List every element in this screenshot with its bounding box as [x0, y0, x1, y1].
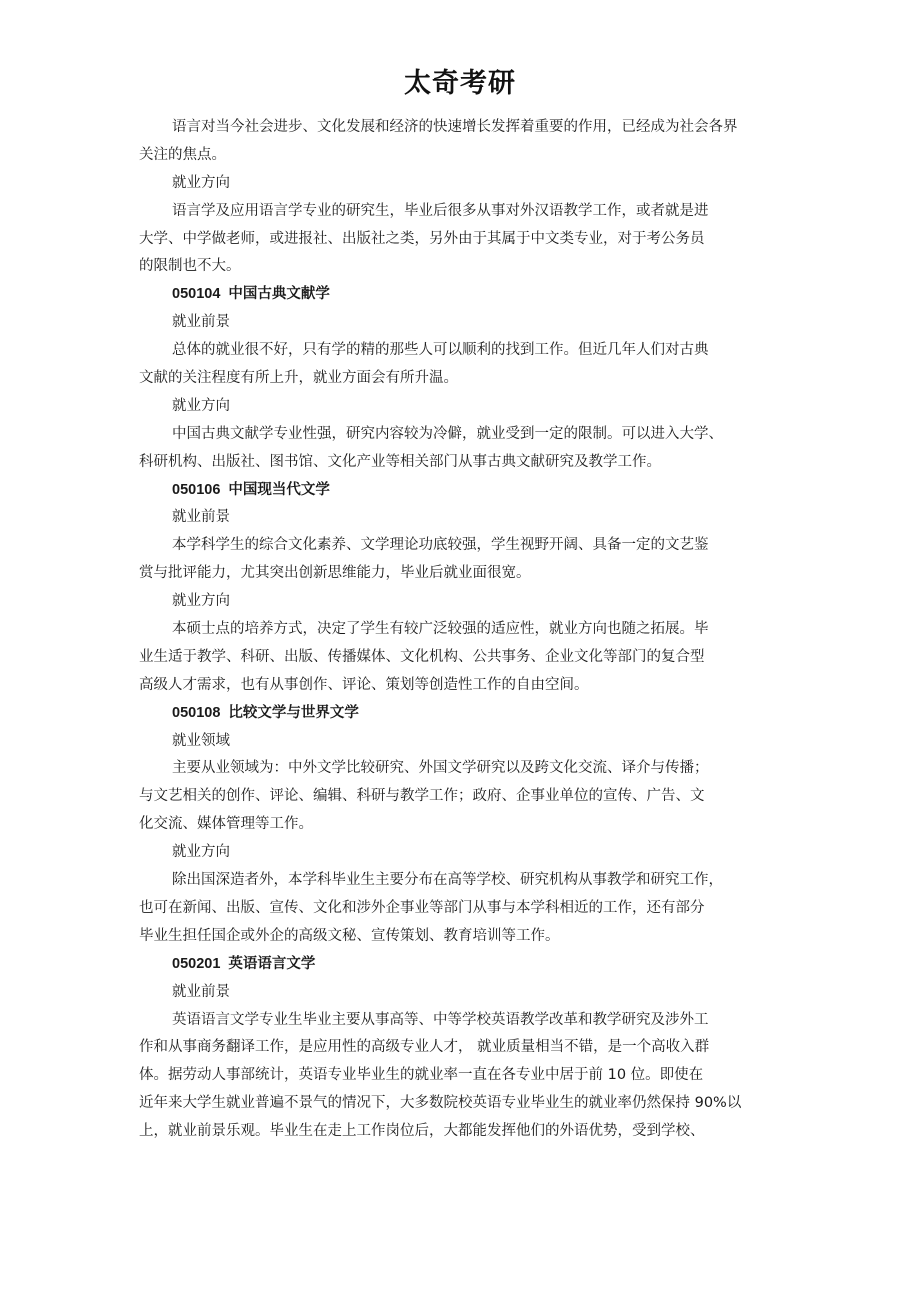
- section-subheading: 就业方向: [172, 593, 230, 610]
- paragraph-line: 赏与批评能力，尤其突出创新思维能力，毕业后就业面很宽。: [139, 565, 531, 582]
- major-code: 050201: [172, 955, 221, 972]
- paragraph-line: 高级人才需求，也有从事创作、评论、策划等创造性工作的自由空间。: [139, 676, 589, 693]
- paragraph-line: 除出国深造者外，本学科毕业生主要分布在高等学校、研究机构从事教学和研究工作，: [172, 872, 723, 889]
- section-subheading: 就业领域: [172, 732, 230, 749]
- major-heading: [139, 951, 819, 979]
- major-name: 中国古典文献学: [228, 286, 330, 303]
- paragraph-line: 体。据劳动人事部统计，英语专业毕业生的就业率一直在各专业中居于前 10 位。即使在: [139, 1067, 704, 1084]
- major-code: 050104: [172, 286, 221, 303]
- paragraph-line: 与文艺相关的创作、评论、编辑、科研与教学工作；政府、企事业单位的宣传、广告、文: [139, 788, 705, 805]
- page-title: 太奇考研: [404, 68, 516, 99]
- paragraph-line: 总体的就业很不好，只有学的精的那些人可以顺利的找到工作。但近几年人们对古典: [172, 342, 709, 359]
- paragraph-line: 大学、中学做老师，或进报社、出版社之类，另外由于其属于中文类专业，对于考公务员: [139, 230, 705, 247]
- paragraph-line: 文献的关注程度有所上升，就业方面会有所升温。: [139, 370, 458, 387]
- major-heading: [139, 700, 819, 728]
- major-code: 050108: [172, 704, 221, 721]
- major-name: 比较文学与世界文学: [228, 704, 359, 721]
- section-subheading: 就业方向: [172, 844, 230, 861]
- paragraph-line: 英语语言文学专业生毕业主要从事高等、中等学校英语教学改革和教学研究及涉外工: [172, 1011, 709, 1028]
- major-heading: [139, 477, 819, 505]
- paragraph-line: 业生适于教学、科研、出版、传播媒体、文化机构、公共事务、企业文化等部门的复合型: [139, 648, 705, 665]
- paragraph-line: 语言学及应用语言学专业的研究生，毕业后很多从事对外汉语教学工作，或者就是进: [172, 202, 709, 219]
- paragraph-line: 也可在新闻、出版、宣传、文化和涉外企事业等部门从事与本学科相近的工作，还有部分: [139, 899, 705, 916]
- paragraph-line: 语言对当今社会进步、文化发展和经济的快速增长发挥着重要的作用，已经成为社会各界: [172, 119, 738, 135]
- paragraph-line: 化交流、媒体管理等工作。: [139, 816, 313, 833]
- paragraph-line: 科研机构、出版社、图书馆、文化产业等相关部门从事古典文献研究及教学工作。: [139, 453, 661, 470]
- paragraph-line: 作和从事商务翻译工作，是应用性的高级专业人才， 就业质量相当不错，是一个高收入群: [139, 1039, 710, 1056]
- paragraph-line: 中国古典文献学专业性强，研究内容较为冷僻，就业受到一定的限制。可以进入大学、: [172, 425, 723, 442]
- section-subheading: 就业前景: [172, 983, 230, 1000]
- paragraph-line: 本硕士点的培养方式，决定了学生有较广泛较强的适应性，就业方向也随之拓展。毕: [172, 621, 709, 638]
- major-code: 050106: [172, 481, 221, 498]
- section-subheading: 就业方向: [172, 174, 230, 191]
- paragraph-line: 本学科学生的综合文化素养、文学理论功底较强，学生视野开阔、具备一定的文艺鉴: [172, 537, 709, 554]
- paragraph-line: 近年来大学生就业普遍不景气的情况下，大多数院校英语专业毕业生的就业率仍然保持 90%以: [139, 1095, 742, 1112]
- section-subheading: 就业前景: [172, 509, 230, 526]
- major-heading: [139, 281, 819, 309]
- paragraph-line: 关注的焦点。: [139, 146, 226, 163]
- major-name: 中国现当代文学: [228, 481, 330, 498]
- major-name: 英语语言文学: [228, 955, 316, 972]
- paragraph-line: 主要从业领域为：中外文学比较研究、外国文学研究以及跨文化交流、译介与传播；: [172, 760, 709, 777]
- document-body: [139, 114, 819, 1146]
- section-subheading: 就业前景: [172, 314, 230, 331]
- paragraph-line: 毕业生担任国企或外企的高级文秘、宣传策划、教育培训等工作。: [139, 927, 560, 944]
- section-subheading: 就业方向: [172, 397, 230, 414]
- paragraph-line: 的限制也不大。: [139, 258, 241, 275]
- paragraph-line: 上，就业前景乐观。毕业生在走上工作岗位后，大都能发挥他们的外语优势，受到学校、: [139, 1123, 705, 1140]
